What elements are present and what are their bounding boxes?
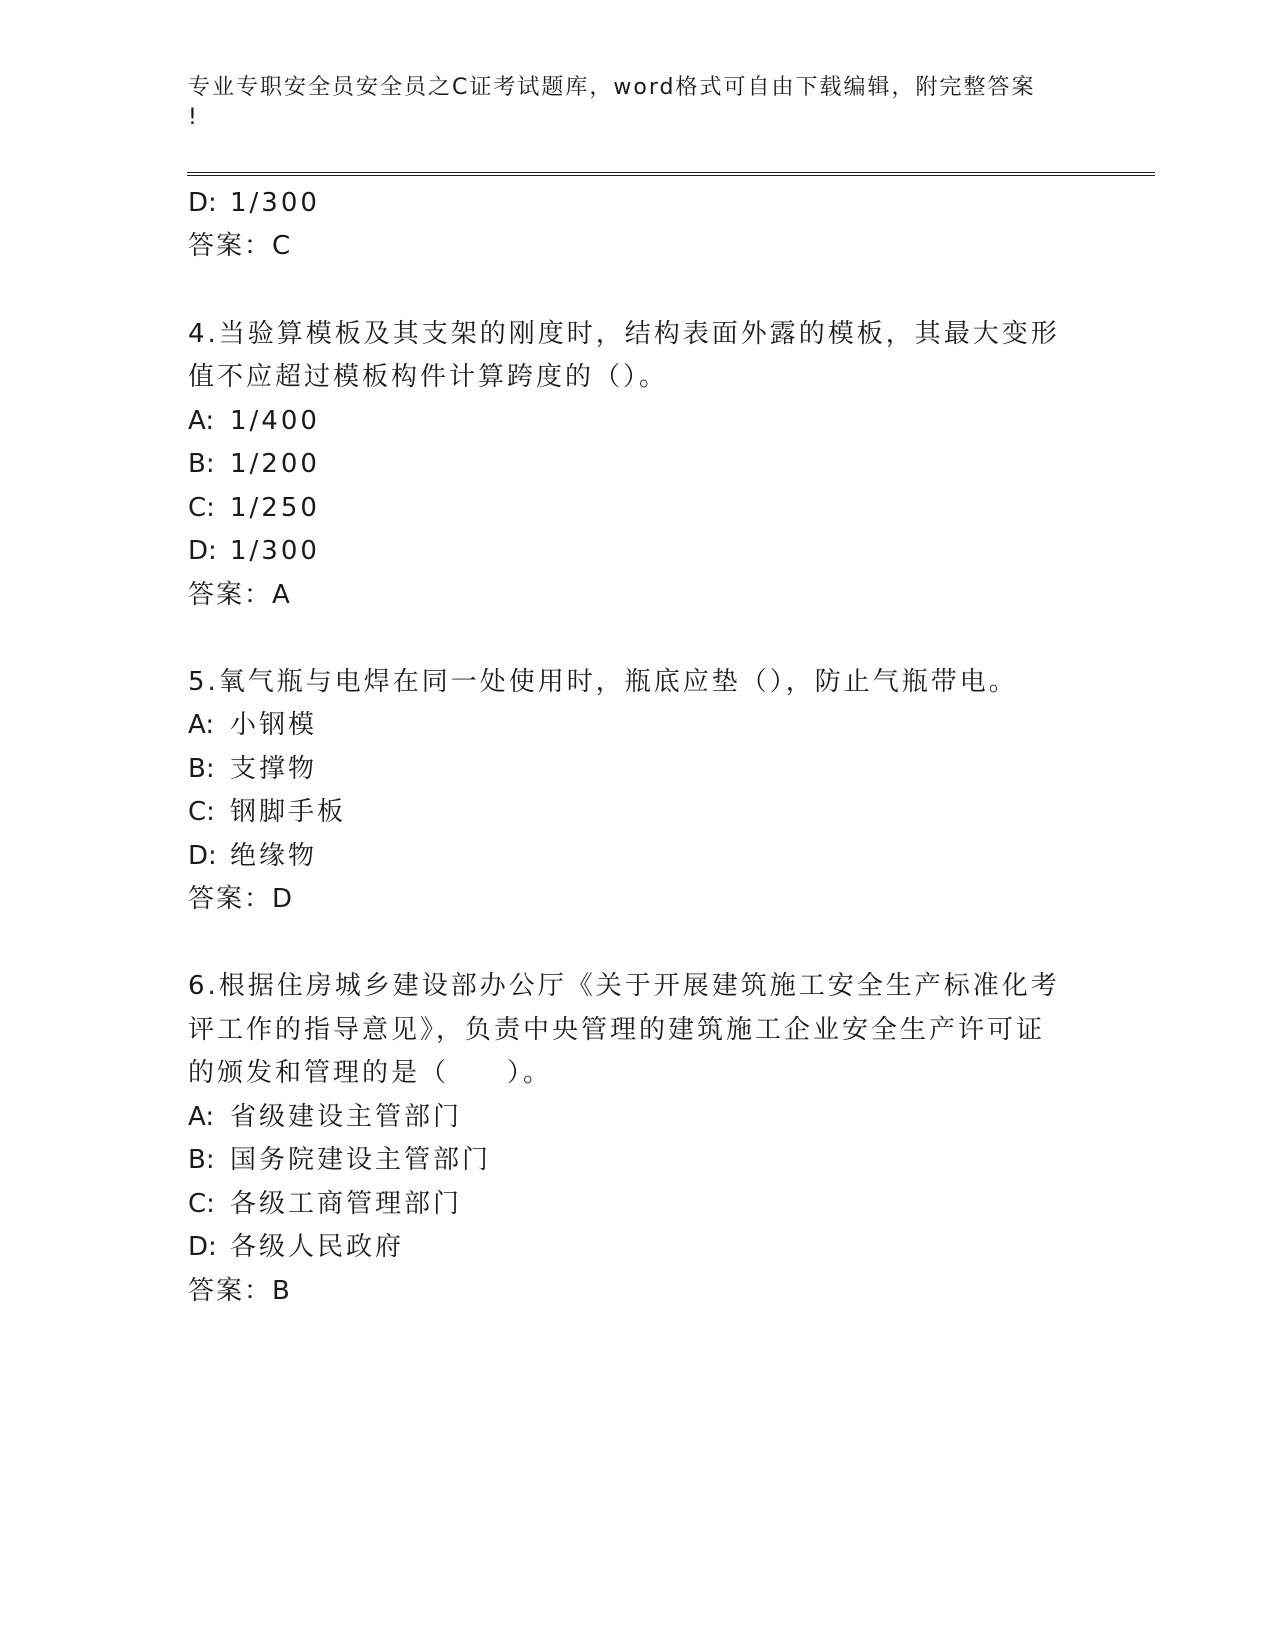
option-text: 1/300 — [230, 188, 320, 218]
option-label: B: — [188, 754, 215, 784]
option-label: C: — [188, 797, 215, 827]
option-text: 各级人民政府 — [230, 1232, 405, 1262]
option-label: A: — [188, 406, 215, 436]
option-label: C: — [188, 493, 215, 523]
question-stem-line: 4.当验算模板及其支架的刚度时，结构表面外露的模板，其最大变形 — [188, 319, 1060, 349]
option-a — [188, 1099, 462, 1135]
question-stem-line: 6.根据住房城乡建设部办公厅《关于开展建筑施工安全生产标准化考 — [188, 971, 1060, 1001]
option-text: 小钢模 — [230, 710, 318, 740]
option-label: A: — [188, 710, 215, 740]
option-label: D: — [188, 1232, 217, 1262]
question-stem-line: 值不应超过模板构件计算跨度的（）。 — [188, 362, 669, 392]
option-a — [188, 707, 317, 743]
option-label: D: — [188, 188, 217, 218]
option-b — [188, 1142, 491, 1178]
option-label: D: — [188, 841, 217, 871]
option-text: 国务院建设主管部门 — [230, 1145, 492, 1175]
option-text: 1/250 — [230, 493, 320, 523]
option-text: 支撑物 — [230, 754, 318, 784]
answer-line: 答案：D — [188, 884, 295, 914]
option-text: 绝缘物 — [230, 841, 318, 871]
page-header-title-continued: ! — [188, 105, 199, 130]
question-stem-line: 评工作的指导意见》，负责中央管理的建筑施工企业安全生产许可证 — [188, 1015, 1046, 1045]
option-c — [188, 1186, 462, 1222]
option-label: B: — [188, 449, 215, 479]
answer-line: 答案：B — [188, 1276, 292, 1306]
option-text: 各级工商管理部门 — [230, 1189, 463, 1219]
question-stem-line: 5.氧气瓶与电焊在同一处使用时，瓶底应垫（），防止气瓶带电。 — [188, 667, 1018, 697]
question-stem-line: 的颁发和管理的是（ ）。 — [188, 1058, 553, 1088]
option-b — [188, 751, 317, 787]
answer-line: 答案：C — [188, 231, 293, 261]
option-text: 1/300 — [230, 536, 320, 566]
option-label: A: — [188, 1102, 215, 1132]
option-c — [188, 490, 320, 526]
option-text: 省级建设主管部门 — [230, 1102, 463, 1132]
option-label: B: — [188, 1145, 215, 1175]
option-b — [188, 446, 320, 482]
header-rule-top — [187, 172, 1155, 173]
option-c — [188, 794, 346, 830]
option-d — [188, 533, 320, 569]
option-d — [188, 838, 317, 874]
option-a — [188, 403, 320, 439]
page-header-title: 专业专职安全员安全员之C证考试题库，word格式可自由下载编辑，附完整答案 — [188, 75, 1036, 100]
option-text: 1/400 — [230, 406, 320, 436]
header-rule-bottom — [187, 175, 1155, 176]
option-d — [188, 1229, 404, 1265]
option-text: 1/200 — [230, 449, 320, 479]
option-d — [188, 185, 320, 221]
answer-line: 答案：A — [188, 580, 292, 610]
option-text: 钢脚手板 — [230, 797, 347, 827]
option-label: C: — [188, 1189, 215, 1219]
option-label: D: — [188, 536, 217, 566]
